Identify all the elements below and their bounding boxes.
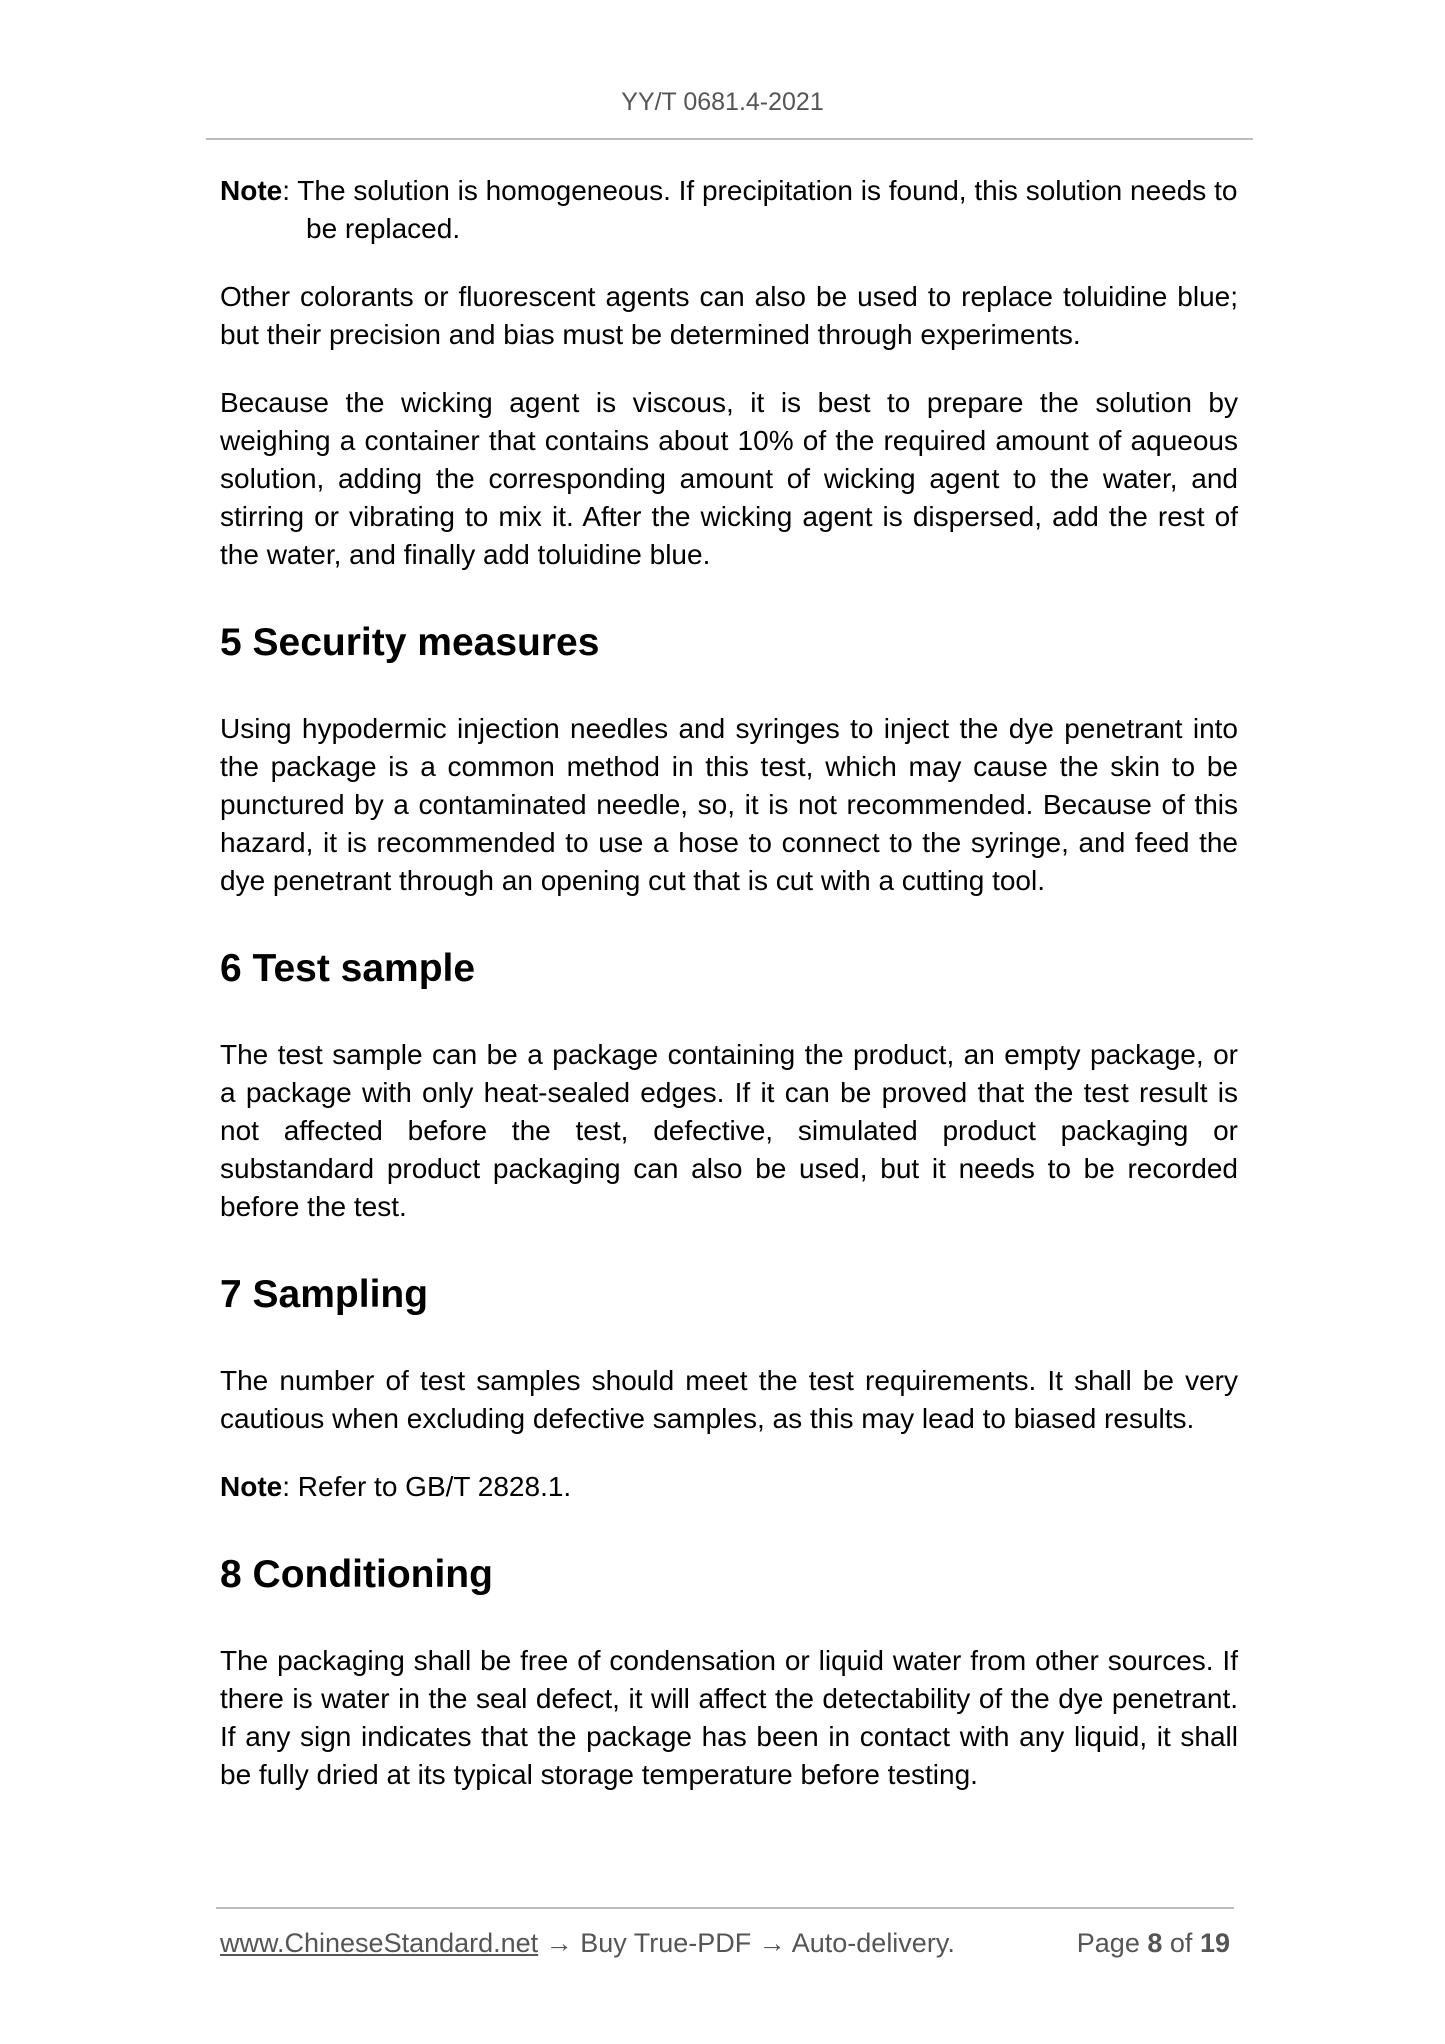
note-label: Note bbox=[220, 175, 283, 206]
heading-conditioning: 8 Conditioning bbox=[220, 1553, 493, 1596]
footer-divider bbox=[216, 1907, 1234, 1909]
page-label: Page bbox=[1076, 1928, 1140, 1958]
page-indicator bbox=[1077, 1928, 1230, 1959]
note-text: : The solution is homogeneous. If precipitation is found, this solution needs to be replaced. bbox=[282, 175, 1238, 244]
note-solution bbox=[220, 172, 1238, 248]
paragraph-colorants: Other colorants or fluorescent agents can also be used to replace toluidine blue; but their precision and bias must be determined through experiments. bbox=[220, 281, 1238, 350]
note-text: : Refer to GB/T 2828.1. bbox=[282, 1471, 572, 1502]
note-reference bbox=[220, 1468, 1238, 1506]
page-total: 19 bbox=[1199, 1928, 1230, 1958]
heading-sampling: 7 Sampling bbox=[220, 1273, 429, 1316]
header-divider bbox=[206, 138, 1253, 140]
footer-promo bbox=[220, 1928, 955, 1959]
page-header: YY/T 0681.4-2021 bbox=[621, 88, 824, 116]
paragraph-security: Using hypodermic injection needles and syringes to inject the dye penetrant into the package is a common method in this test, which may cause the skin to be punctured by a contaminated needle, so, it is not recommended. Because of this hazard, it is recommended to use a hose to connect to the syringe, and feed the dye penetrant through an opening cut that is cut with a cutting tool. bbox=[220, 713, 1238, 896]
heading-security-measures: 5 Security measures bbox=[220, 621, 600, 664]
heading-test-sample: 6 Test sample bbox=[220, 947, 476, 990]
of-label: of bbox=[1169, 1928, 1193, 1958]
paragraph-conditioning: The packaging shall be free of condensation or liquid water from other sources. If there is water in the seal defect, it will affect the detectability of the dye penetrant. If any sign indicates that the package has been in contact with any liquid, it shall be fully dried at its typical storage temperature before testing. bbox=[220, 1645, 1238, 1790]
footer-tagline: → Buy True-PDF → Auto-delivery. bbox=[538, 1928, 955, 1958]
paragraph-sampling: The number of test samples should meet the test requirements. It shall be very cautious when excluding defective samples, as this may lead to biased results. bbox=[220, 1365, 1238, 1434]
paragraph-test-sample: The test sample can be a package containing the product, an empty package, or a package with only heat-sealed edges. If it can be proved that the test result is not affected before the test, defective, simulated product packaging or substandard product packaging can also be used, but it needs to be recorded before the test. bbox=[220, 1039, 1238, 1222]
page-body bbox=[220, 172, 1238, 1824]
page-footer bbox=[220, 1928, 1230, 1959]
page-number: 8 bbox=[1147, 1928, 1163, 1958]
paragraph-wicking-agent: Because the wicking agent is viscous, it is best to prepare the solution by weighing a container that contains about 10% of the required amount of aqueous solution, adding the corresponding amount of wicking agent to the water, and stirring or vibrating to mix it. After the wicking agent is dispersed, add the rest of the water, and finally add toluidine blue. bbox=[220, 387, 1238, 570]
note-label: Note bbox=[220, 1471, 283, 1502]
website-link[interactable]: www.ChineseStandard.net bbox=[220, 1928, 539, 1958]
